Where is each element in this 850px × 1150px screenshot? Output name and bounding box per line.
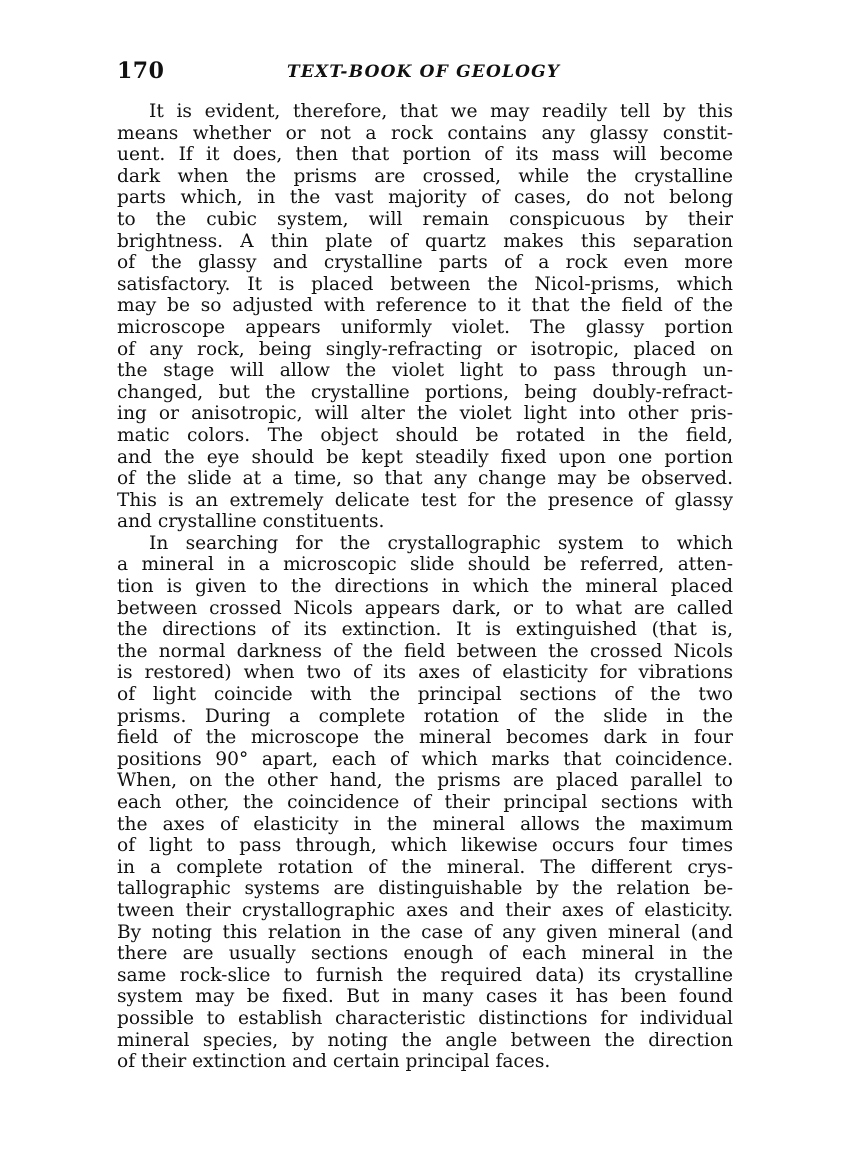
running-title: TEXT-BOOK OF GEOLOGY [287,62,561,82]
text-line: By noting this relation in the case of any given mineral (and [117,921,733,943]
text-line: the axes of elasticity in the mineral allows the maximum [117,813,733,835]
text-line: of their extinction and certain principal faces. [117,1051,551,1073]
text-line: prisms. During a complete rotation of the slide in the [117,705,733,727]
text-line: positions 90° apart, each of which marks that coincidence. [117,748,733,770]
text-line: possible to establish characteristic distinctions for individual [117,1007,733,1029]
text-line: is restored) when two of its axes of elasticity for vibrations [117,662,733,684]
text-line: uent. If it does, then that portion of its mass will become [117,144,733,166]
text-line: tion is given to the directions in which the mineral placed [117,576,733,598]
text-line: matic colors. The object should be rotated in the field, [117,424,733,446]
text-line: In searching for the crystallographic system to which [149,532,733,554]
text-line: the directions of its extinction. It is extinguished (that is, [117,619,733,641]
text-line: each other, the coincidence of their principal sections with [117,792,733,813]
text-line: of the slide at a time, so that any change may be observed. [117,468,733,490]
text-line: of the glassy and crystalline parts of a rock even more [117,252,733,274]
text-line: a mineral in a microscopic slide should be referred, atten- [117,554,733,576]
text-line: It is evident, therefore, that we may readily tell by this [149,101,733,122]
text-line: This is an extremely delicate test for the presence of glassy [117,489,733,511]
text-line: brightness. A thin plate of quartz makes this separation [117,230,733,252]
text-line: When, on the other hand, the prisms are placed parallel to [117,770,733,792]
text-line: means whether or not a rock contains any glassy constit- [117,122,733,144]
text-line: to the cubic system, will remain conspicuous by their [117,208,733,230]
text-line: field of the microscope the mineral becomes dark in four [117,727,733,749]
text-line: system may be fixed. But in many cases it has been found [117,986,733,1008]
text-line: microscope appears uniformly violet. The glassy portion [117,316,733,338]
text-line: in a complete rotation of the mineral. The different crys- [117,856,733,878]
text-line: there are usually sections enough of each mineral in the [117,943,733,965]
text-line: the stage will allow the violet light to pass through un- [117,360,733,382]
text-line: ing or anisotropic, will alter the violet light into other pris- [117,403,733,425]
text-line: may be so adjusted with reference to it that the field of the [117,295,733,317]
text-line: same rock-slice to furnish the required data) its crystalline [117,964,733,986]
text-line: tween their crystallographic axes and their axes of elasticity. [117,899,733,921]
page-number: 170 [117,58,165,84]
text-line: of light to pass through, which likewise occurs four times [117,835,733,857]
text-line: satisfactory. It is placed between the Nicol-prisms, which [117,273,733,295]
paragraph [117,101,733,533]
text-line: between crossed Nicols appears dark, or to what are called [117,597,733,619]
paragraph [117,533,733,1073]
page-header [117,58,737,88]
text-line: tallographic systems are distinguishable by the relation be- [117,878,733,900]
text-line: of light coincide with the principal sections of the two [117,684,733,706]
text-line: dark when the prisms are crossed, while the crystalline [117,165,733,187]
body-text [117,101,733,1073]
text-line: mineral species, by noting the angle between the direction [117,1029,733,1051]
text-line: and the eye should be kept steadily fixed upon one portion [117,446,733,468]
text-line: the normal darkness of the field between the crossed Nicols [117,640,733,662]
text-line: of any rock, being singly-refracting or isotropic, placed on [117,338,733,360]
text-line: and crystalline constituents. [117,511,385,533]
text-line: changed, but the crystalline portions, being doubly-refract- [117,381,733,403]
text-line: parts which, in the vast majority of cases, do not belong [117,187,733,209]
